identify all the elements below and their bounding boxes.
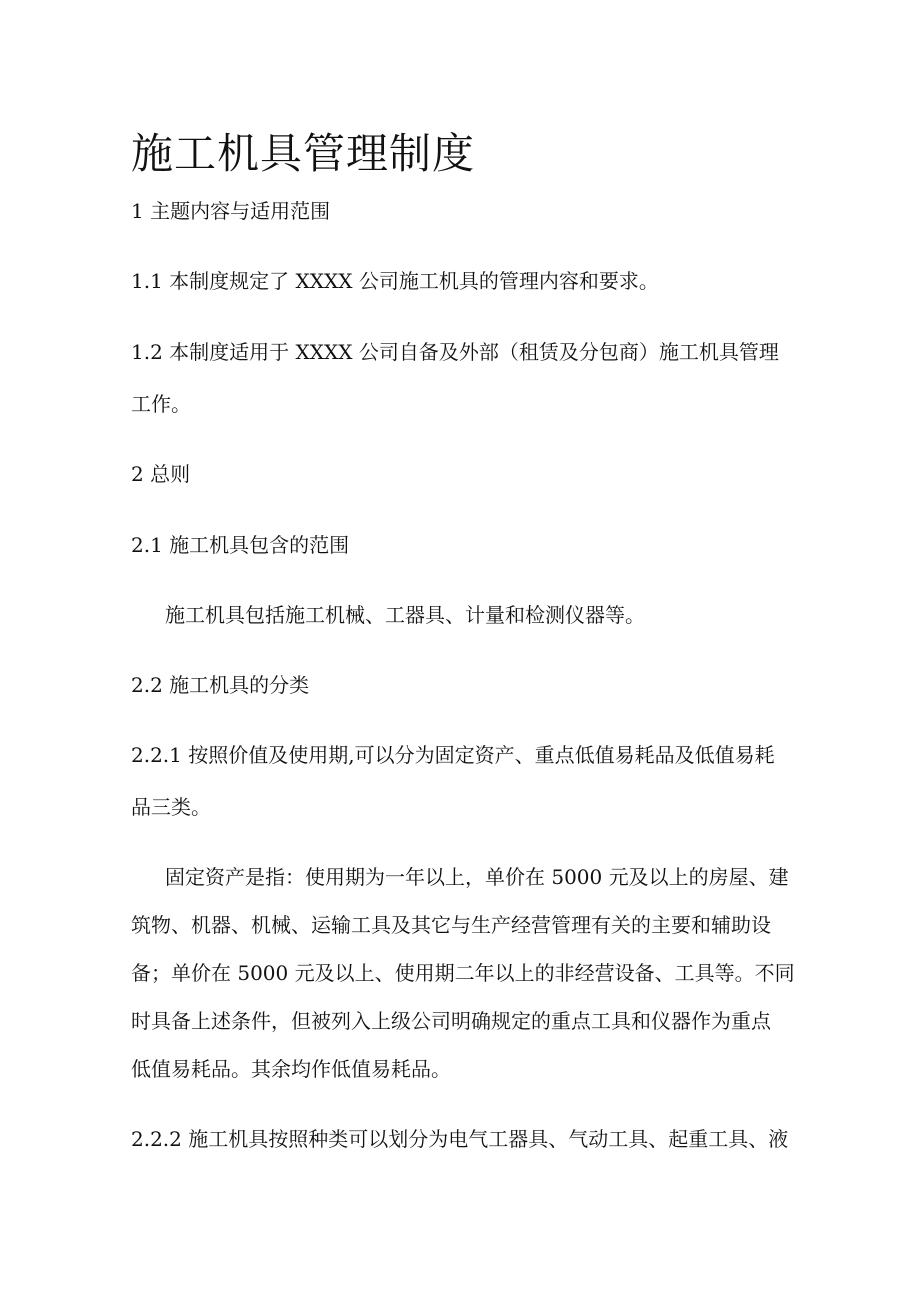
clause-1-2-line-2: 工作。 [131,392,191,416]
fixed-assets-line-3: 备；单价在 5000 元及以上、使用期二年以上的非经营设备、工具等。不同 [131,961,795,985]
clause-2-1: 2.1 施工机具包含的范围 [131,533,350,557]
clause-2-2-2-line-1: 2.2.2 施工机具按照种类可以划分为电气工器具、气动工具、起重工具、液 [131,1127,789,1151]
clause-2-2: 2.2 施工机具的分类 [131,673,310,697]
fixed-assets-line-2: 筑物、机器、机械、运输工具及其它与生产经营管理有关的主要和辅助设 [131,913,771,937]
clause-1-1: 1.1 本制度规定了 XXXX 公司施工机具的管理内容和要求。 [131,269,659,293]
fixed-assets-line-1: 固定资产是指：使用期为一年以上，单价在 5000 元及以上的房屋、建 [165,865,789,889]
section-heading-1: 1 主题内容与适用范围 [131,199,331,223]
section-heading-2: 2 总则 [131,462,191,486]
clause-2-2-1-line-2: 品三类。 [131,795,211,819]
fixed-assets-line-4: 时具备上述条件，但被列入上级公司明确规定的重点工具和仪器作为重点 [131,1009,771,1033]
clause-2-2-1-line-1: 2.2.1 按照价值及使用期,可以分为固定资产、重点低值易耗品及低值易耗 [131,743,775,767]
fixed-assets-line-5: 低值易耗品。其余均作低值易耗品。 [131,1057,451,1081]
document-title: 施工机具管理制度 [131,129,476,178]
clause-2-1-body: 施工机具包括施工机械、工器具、计量和检测仪器等。 [165,603,645,627]
clause-1-2-line-1: 1.2 本制度适用于 XXXX 公司自备及外部（租赁及分包商）施工机具管理 [131,340,779,364]
